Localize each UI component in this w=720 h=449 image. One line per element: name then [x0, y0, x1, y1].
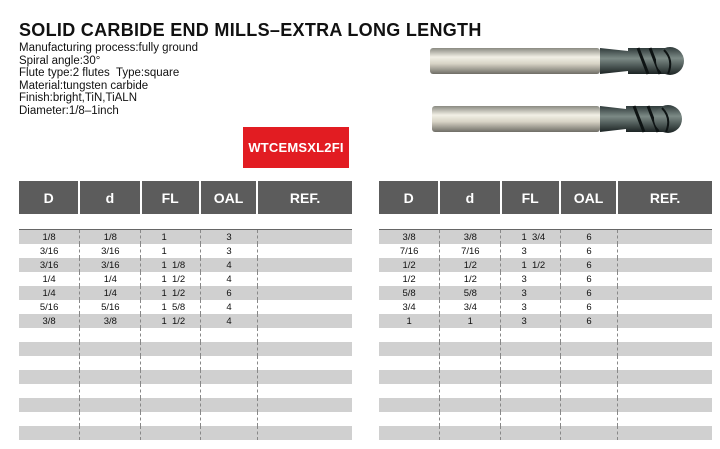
table-cell — [618, 230, 712, 244]
table-cell: 7/16 — [440, 244, 501, 258]
table-body — [19, 229, 352, 440]
table-row — [379, 370, 712, 384]
spec-spiral-angle: Spiral angle:30° — [19, 54, 101, 67]
table-cell — [379, 384, 440, 398]
table-cell: 3/8 — [19, 314, 80, 328]
column-header: OAL — [201, 181, 256, 214]
table-cell: 3 — [201, 230, 258, 244]
table-row — [379, 314, 712, 328]
table-cell: 1 1/2 — [141, 272, 201, 286]
table-cell — [501, 384, 561, 398]
table-cell: 1/2 — [379, 258, 440, 272]
table-cell — [80, 398, 141, 412]
table-cell — [618, 328, 712, 342]
table-cell — [258, 412, 352, 426]
table-cell: 1/2 — [440, 258, 501, 272]
table-cell — [440, 426, 501, 440]
table-row — [19, 328, 352, 342]
table-cell — [618, 258, 712, 272]
table-cell — [379, 328, 440, 342]
table-cell — [501, 412, 561, 426]
column-header: D — [19, 181, 78, 214]
table-cell: 3/16 — [19, 244, 80, 258]
table-cell — [258, 356, 352, 370]
table-cell — [618, 356, 712, 370]
table-cell — [80, 328, 141, 342]
table-cell: 1/4 — [80, 272, 141, 286]
table-row — [379, 328, 712, 342]
end-mill-image-top — [428, 42, 688, 78]
table-cell: 3 — [501, 272, 561, 286]
column-header: D — [379, 181, 438, 214]
table-cell: 1 — [379, 314, 440, 328]
table-cell — [561, 398, 618, 412]
table-cell — [201, 412, 258, 426]
table-cell — [258, 258, 352, 272]
table-row — [19, 412, 352, 426]
table-cell: 1/8 — [19, 230, 80, 244]
table-cell — [201, 426, 258, 440]
table-cell: 3/8 — [379, 230, 440, 244]
table-cell: 1 — [141, 244, 201, 258]
table-cell — [80, 356, 141, 370]
table-cell — [561, 384, 618, 398]
table-cell — [561, 426, 618, 440]
table-cell — [618, 300, 712, 314]
table-cell — [379, 356, 440, 370]
spec-material: Material:tungsten carbide — [19, 79, 149, 92]
table-cell — [141, 370, 201, 384]
table-cell — [379, 370, 440, 384]
table-cell — [258, 384, 352, 398]
table-cell — [618, 426, 712, 440]
table-cell — [201, 370, 258, 384]
table-row — [19, 356, 352, 370]
page-title: SOLID CARBIDE END MILLS–EXTRA LONG LENGTH — [19, 20, 482, 40]
column-header: d — [440, 181, 499, 214]
table-cell — [618, 342, 712, 356]
table-row — [19, 300, 352, 314]
table-cell — [258, 398, 352, 412]
table-cell: 6 — [201, 286, 258, 300]
table-cell — [618, 244, 712, 258]
table-row — [19, 244, 352, 258]
table-cell: 3/8 — [440, 230, 501, 244]
table-cell: 1 1/2 — [141, 286, 201, 300]
table-cell — [19, 342, 80, 356]
table-cell: 6 — [561, 314, 618, 328]
table-cell — [561, 342, 618, 356]
table-cell: 3 — [501, 244, 561, 258]
table-cell — [141, 328, 201, 342]
table-cell — [440, 356, 501, 370]
table-cell — [201, 398, 258, 412]
table-cell — [258, 314, 352, 328]
table-cell: 3 — [201, 244, 258, 258]
table-cell — [618, 272, 712, 286]
spec-list — [19, 42, 198, 117]
table-cell: 1/4 — [19, 272, 80, 286]
table-cell — [201, 328, 258, 342]
table-cell — [618, 314, 712, 328]
table-cell: 1/2 — [379, 272, 440, 286]
table-row — [379, 230, 712, 244]
table-cell — [80, 412, 141, 426]
column-header: d — [80, 181, 139, 214]
table-cell — [141, 342, 201, 356]
table-cell: 4 — [201, 300, 258, 314]
table-row — [19, 342, 352, 356]
table-cell: 4 — [201, 272, 258, 286]
table-cell — [19, 370, 80, 384]
table-cell — [258, 328, 352, 342]
spec-manufacturing-process: Manufacturing process:fully ground — [19, 42, 198, 54]
table-cell — [379, 426, 440, 440]
table-cell: 3 — [501, 314, 561, 328]
table-cell: 6 — [561, 272, 618, 286]
table-cell — [201, 384, 258, 398]
table-row — [379, 244, 712, 258]
table-row — [19, 230, 352, 244]
table-cell: 3/16 — [80, 244, 141, 258]
table-cell: 3/16 — [19, 258, 80, 272]
table-cell — [258, 230, 352, 244]
table-row — [19, 286, 352, 300]
table-row — [379, 356, 712, 370]
table-cell — [379, 398, 440, 412]
table-cell — [141, 384, 201, 398]
table-cell: 1 3/4 — [501, 230, 561, 244]
table-cell: 5/8 — [440, 286, 501, 300]
table-cell: 6 — [561, 230, 618, 244]
table-cell — [201, 356, 258, 370]
table-cell — [440, 328, 501, 342]
table-cell: 1 5/8 — [141, 300, 201, 314]
table-cell: 3/4 — [379, 300, 440, 314]
product-code-badge: WTCEMSXL2FI — [243, 127, 349, 168]
table-cell: 6 — [561, 286, 618, 300]
table-cell — [501, 426, 561, 440]
spec-table-right — [379, 181, 712, 440]
table-cell: 1 1/8 — [141, 258, 201, 272]
column-header: REF. — [258, 181, 352, 214]
table-cell — [561, 370, 618, 384]
table-cell — [19, 412, 80, 426]
spec-finish: Finish:bright,TiN,TiALN — [19, 92, 138, 104]
table-cell — [201, 342, 258, 356]
table-cell — [80, 342, 141, 356]
table-row — [379, 426, 712, 440]
table-cell — [501, 342, 561, 356]
column-header: REF. — [618, 181, 712, 214]
table-cell: 1/2 — [440, 272, 501, 286]
table-cell — [501, 370, 561, 384]
table-cell — [19, 356, 80, 370]
table-cell — [379, 412, 440, 426]
table-cell — [141, 412, 201, 426]
table-row — [379, 258, 712, 272]
table-cell — [440, 412, 501, 426]
table-cell — [501, 356, 561, 370]
table-cell — [561, 412, 618, 426]
table-row — [19, 370, 352, 384]
column-header: FL — [142, 181, 199, 214]
table-header — [19, 181, 352, 214]
spec-flute-type: Flute type:2 flutes Type:square — [19, 67, 180, 79]
end-mill-image-bottom — [430, 100, 686, 136]
table-cell — [379, 342, 440, 356]
table-cell — [258, 342, 352, 356]
table-cell — [561, 356, 618, 370]
table-row — [379, 286, 712, 300]
table-cell — [258, 272, 352, 286]
table-cell — [501, 398, 561, 412]
table-row — [379, 384, 712, 398]
table-cell — [141, 398, 201, 412]
table-cell — [80, 426, 141, 440]
table-cell: 7/16 — [379, 244, 440, 258]
table-cell — [440, 384, 501, 398]
table-header — [379, 181, 712, 214]
table-cell: 1 — [141, 230, 201, 244]
table-row — [19, 426, 352, 440]
table-row — [19, 314, 352, 328]
table-cell — [258, 244, 352, 258]
column-header: OAL — [561, 181, 616, 214]
table-cell — [440, 342, 501, 356]
table-cell — [618, 286, 712, 300]
table-cell: 4 — [201, 314, 258, 328]
table-cell: 1 1/2 — [141, 314, 201, 328]
table-cell — [561, 328, 618, 342]
spec-table-left — [19, 181, 352, 440]
table-cell: 1/8 — [80, 230, 141, 244]
table-row — [19, 272, 352, 286]
table-cell — [19, 328, 80, 342]
table-body — [379, 229, 712, 440]
table-row — [19, 258, 352, 272]
table-cell — [440, 398, 501, 412]
table-cell: 1 — [440, 314, 501, 328]
table-cell — [19, 384, 80, 398]
table-cell: 3/8 — [80, 314, 141, 328]
table-cell: 3 — [501, 300, 561, 314]
table-cell — [19, 426, 80, 440]
table-cell — [80, 384, 141, 398]
table-cell: 3 — [501, 286, 561, 300]
table-cell — [141, 426, 201, 440]
table-cell — [618, 412, 712, 426]
table-row — [379, 300, 712, 314]
table-row — [379, 342, 712, 356]
table-cell — [618, 384, 712, 398]
table-cell — [501, 328, 561, 342]
table-cell: 3/16 — [80, 258, 141, 272]
table-cell: 3/4 — [440, 300, 501, 314]
table-cell — [258, 286, 352, 300]
table-row — [379, 272, 712, 286]
table-row — [19, 384, 352, 398]
table-cell: 1 1/2 — [501, 258, 561, 272]
table-cell: 6 — [561, 300, 618, 314]
table-cell: 6 — [561, 244, 618, 258]
table-cell — [258, 300, 352, 314]
table-row — [19, 398, 352, 412]
table-cell — [618, 398, 712, 412]
table-cell: 4 — [201, 258, 258, 272]
table-cell: 1/4 — [80, 286, 141, 300]
column-header: FL — [502, 181, 559, 214]
table-cell: 1/4 — [19, 286, 80, 300]
spec-diameter: Diameter:1/8–1inch — [19, 104, 119, 117]
table-cell — [440, 370, 501, 384]
table-cell: 5/16 — [80, 300, 141, 314]
table-cell — [141, 356, 201, 370]
table-cell — [19, 398, 80, 412]
table-cell — [258, 426, 352, 440]
table-cell — [258, 370, 352, 384]
table-cell: 5/16 — [19, 300, 80, 314]
table-cell: 6 — [561, 258, 618, 272]
table-row — [379, 398, 712, 412]
table-cell — [618, 370, 712, 384]
table-cell: 5/8 — [379, 286, 440, 300]
table-cell — [80, 370, 141, 384]
table-row — [379, 412, 712, 426]
